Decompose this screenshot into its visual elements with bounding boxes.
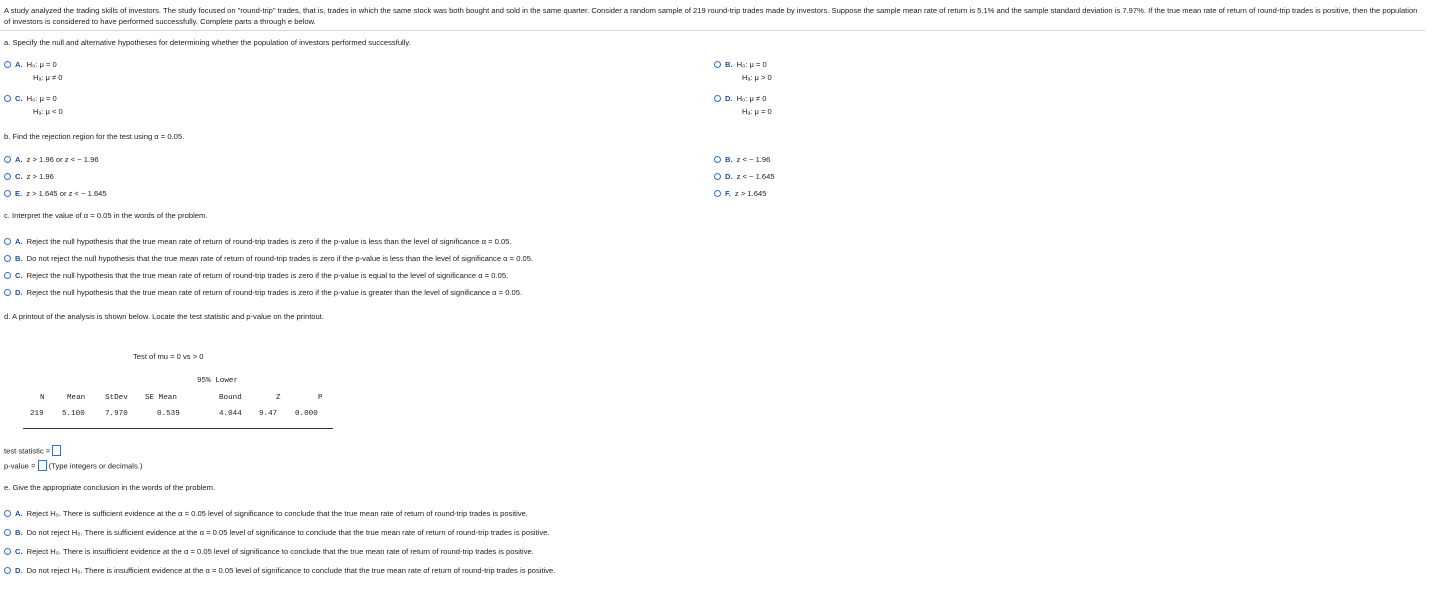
part-e-option-d[interactable]: D. Do not reject H₀. There is insufficient evidence at the α = 0.05 level of significance to conclude that the true mean rate of return of round-trip trades is positive.: [4, 566, 555, 575]
radio-button[interactable]: [4, 238, 11, 245]
p-value-row: [4, 461, 142, 472]
part-b-question: b. Find the rejection region for the test using α = 0.05.: [4, 132, 185, 141]
printout-value-n: 219: [30, 410, 44, 418]
printout-header-bound-top: 95% Lower: [197, 377, 239, 385]
problem-intro: A study analyzed the trading skills of investors. The study focused on "round-trip" trades, that is, trades in which the same stock was both bought and sold in the same quarter. Consider a random sample of 219 round-trip trades made by investors. Suppose the sample mean rate of return is 5.1% and the sample standard deviation is 7.97%. If the true mean rate of return of round-trip trades is positive, then the population of investors is considered to have performed successfully. Complete parts a through e below.: [4, 6, 1418, 26]
part-e-option-a[interactable]: A. Reject H₀. There is sufficient evidence at the α = 0.05 level of significance to conclude that the true mean rate of return of round-trip trades is positive.: [4, 509, 528, 518]
option-h0: H₀: μ = 0: [736, 60, 767, 69]
part-c-option-c[interactable]: C. Reject the null hypothesis that the true mean rate of return of round-trip trades is zero if the p-value is equal to the level of significance α = 0.05.: [4, 271, 508, 280]
test-statistic-input[interactable]: [52, 445, 61, 456]
printout-title: Test of mu = 0 vs > 0: [133, 352, 204, 361]
part-a-option-b-ha: Hₐ: μ > 0: [742, 73, 772, 82]
part-e-option-b[interactable]: B. Do not reject H₀. There is sufficient evidence at the α = 0.05 level of significance to conclude that the true mean rate of return of round-trip trades is positive.: [4, 528, 549, 537]
radio-button[interactable]: [714, 173, 721, 180]
radio-button[interactable]: [4, 95, 11, 102]
printout-value-se-mean: 0.539: [157, 410, 180, 418]
radio-button[interactable]: [714, 156, 721, 163]
p-value-input[interactable]: [38, 460, 47, 471]
radio-button[interactable]: [4, 529, 11, 536]
radio-button[interactable]: [4, 156, 11, 163]
printout-value-bound: 4.044: [219, 410, 242, 418]
radio-button[interactable]: [4, 510, 11, 517]
test-statistic-row: [4, 446, 61, 457]
radio-button[interactable]: [714, 61, 721, 68]
part-a-question: a. Specify the null and alternative hypotheses for determining whether the population of investors performed successfully.: [4, 38, 411, 47]
part-b-option-c[interactable]: C. z > 1.96: [4, 172, 54, 181]
part-b-option-f[interactable]: F. z > 1.645: [714, 189, 766, 198]
option-h0: H₀: μ = 0: [26, 94, 57, 103]
part-c-question: c. Interpret the value of α = 0.05 in the words of the problem.: [4, 211, 208, 220]
part-c-option-a[interactable]: A. Reject the null hypothesis that the true mean rate of return of round-trip trades is zero if the p-value is less than the level of significance α = 0.05.: [4, 237, 512, 246]
printout-header-bound: Bound: [219, 394, 242, 402]
part-b-option-b[interactable]: B. z < − 1.96: [714, 155, 770, 164]
part-a-option-a-ha: Hₐ: μ ≠ 0: [33, 73, 63, 82]
part-b-option-d[interactable]: D. z < − 1.645: [714, 172, 775, 181]
part-a-option-d-ha: Hₐ: μ = 0: [742, 107, 772, 116]
printout-underline: [23, 428, 333, 429]
printout-value-stdev: 7.970: [105, 410, 128, 418]
radio-button[interactable]: [4, 61, 11, 68]
radio-button[interactable]: [4, 567, 11, 574]
part-a-option-c-ha: Hₐ: μ < 0: [33, 107, 63, 116]
radio-button[interactable]: [714, 95, 721, 102]
part-c-option-d[interactable]: D. Reject the null hypothesis that the true mean rate of return of round-trip trades is zero if the p-value is greater than the level of significance α = 0.05.: [4, 288, 522, 297]
radio-button[interactable]: [714, 190, 721, 197]
printout-value-z: 9.47: [259, 410, 278, 418]
part-e-option-c[interactable]: C. Reject H₀. There is insufficient evidence at the α = 0.05 level of significance to conclude that the true mean rate of return of round-trip trades is positive.: [4, 547, 534, 556]
printout-value-p: 0.000: [295, 410, 318, 418]
part-b-option-e[interactable]: E. z > 1.645 or z < − 1.645: [4, 189, 107, 198]
test-statistic-label: test statistic =: [4, 446, 51, 456]
part-a-option-b[interactable]: B. H₀: μ = 0: [714, 60, 767, 69]
radio-button[interactable]: [4, 272, 11, 279]
printout-header-p: P: [318, 394, 323, 402]
option-h0: H₀: μ ≠ 0: [736, 94, 767, 103]
part-e-question: e. Give the appropriate conclusion in the words of the problem.: [4, 483, 216, 492]
radio-button[interactable]: [4, 255, 11, 262]
printout-header-n: N: [40, 394, 45, 402]
part-d-question: d. A printout of the analysis is shown below. Locate the test statistic and p-value on the printout.: [4, 312, 324, 321]
printout-header-z: Z: [276, 394, 281, 402]
printout-value-mean: 5.100: [62, 410, 85, 418]
part-c-option-b[interactable]: B. Do not reject the null hypothesis that the true mean rate of return of round-trip trades is zero if the p-value is less than the level of significance α = 0.05.: [4, 254, 533, 263]
radio-button[interactable]: [4, 173, 11, 180]
divider: [0, 30, 1425, 31]
printout-header-stdev: StDev: [105, 394, 128, 402]
part-b-option-a[interactable]: A. z > 1.96 or z < − 1.96: [4, 155, 99, 164]
radio-button[interactable]: [4, 190, 11, 197]
radio-button[interactable]: [4, 289, 11, 296]
printout-header-mean: Mean: [67, 394, 86, 402]
p-value-label: p-value =: [4, 461, 36, 471]
option-h0: H₀: μ = 0: [26, 60, 57, 69]
input-hint: (Type integers or decimals.): [48, 461, 143, 471]
part-a-option-a[interactable]: A. H₀: μ = 0: [4, 60, 57, 69]
printout-header-se-mean: SE Mean: [145, 394, 177, 402]
part-a-option-d[interactable]: D. H₀: μ ≠ 0: [714, 94, 766, 103]
radio-button[interactable]: [4, 548, 11, 555]
part-a-option-c[interactable]: C. H₀: μ = 0: [4, 94, 57, 103]
